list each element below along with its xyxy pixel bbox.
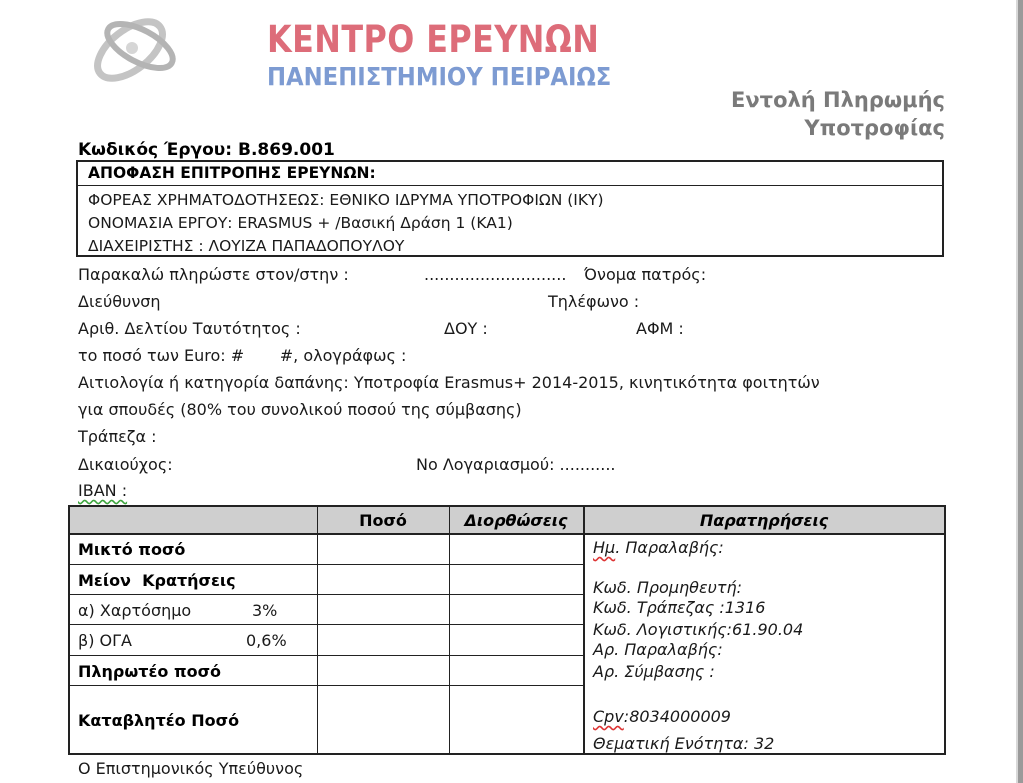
bank-label: Τράπεζα : bbox=[78, 427, 157, 446]
row-oga-rate: 0,6% bbox=[246, 631, 287, 650]
row-stamp-duty: α) Χαρτόσημο bbox=[78, 601, 192, 620]
row-deposited-amount: Καταβλητέο Ποσό bbox=[78, 711, 240, 730]
row-payable-amount: Πληρωτέο ποσό bbox=[78, 662, 222, 681]
decision-heading: ΑΠΟΦΑΣΗ ΕΠΙΤΡΟΠΗΣ ΕΡΕΥΝΩΝ: bbox=[78, 162, 942, 186]
justification-line-1: Αιτιολογία ή κατηγορία δαπάνης: Υποτροφία Erasmus+ 2014-2015, κινητικότητα φοιτητών bbox=[78, 373, 820, 392]
project-code: Κωδικός Έργου: Β.869.001 bbox=[78, 140, 335, 160]
logo-subtitle: ΠΑΝΕΠΙΣΤΗΜΙΟΥ ΠΕΙΡΑΙΩΣ bbox=[267, 62, 612, 91]
remark-receipt-date: Ημ. Παραλαβής: bbox=[593, 538, 724, 557]
decision-box bbox=[76, 160, 944, 257]
logo-swoosh-icon bbox=[82, 4, 192, 92]
row-gross-amount: Μικτό ποσό bbox=[78, 540, 186, 559]
header-remarks: Παρατηρήσεις bbox=[699, 511, 829, 530]
id-card-label: Αριθ. Δελτίου Ταυτότητος : bbox=[78, 319, 301, 338]
document-title-line1: Εντολή Πληρωμής bbox=[731, 88, 945, 112]
scientific-manager-label: Ο Επιστημονικός Υπεύθυνος bbox=[78, 759, 304, 778]
amount-line: το ποσό των Euro: # #, ολογράφως : bbox=[78, 346, 407, 365]
phone-label: Τηλέφωνο : bbox=[548, 292, 640, 311]
remark-receipt-number: Αρ. Παραλαβής: bbox=[593, 640, 723, 659]
row-withholdings: Μείον Κρατήσεις bbox=[78, 571, 236, 590]
project-name-line: ΟΝΟΜΑΣΙΑ ΕΡΓΟΥ: ERASMUS + /Βασική Δράση 1 (KA1) bbox=[88, 214, 513, 232]
justification-line-2: για σπουδές (80% του συνολικού ποσού της σύμβασης) bbox=[78, 400, 522, 419]
header-amount: Ποσό bbox=[359, 511, 407, 530]
remark-cpv: Cpv:8034000009 bbox=[593, 707, 731, 726]
document-title bbox=[731, 86, 945, 142]
remark-thematic-unit: Θεματική Ενότητα: 32 bbox=[593, 734, 775, 753]
funder-line: ΦΟΡΕΑΣ ΧΡΗΜΑΤΟΔΟΤΗΣΕΩΣ: ΕΘΝΙΚΟ ΙΔΡΥΜΑ ΥΠΟΤΡΟΦΙΩΝ (ΙΚΥ) bbox=[88, 191, 604, 209]
row-oga: β) ΟΓΑ bbox=[78, 631, 132, 650]
remark-contract-number: Αρ. Σύμβασης : bbox=[593, 662, 715, 681]
address-label: Διεύθυνση bbox=[78, 292, 161, 311]
document-title-line2: Υποτροφίας bbox=[804, 116, 945, 140]
pay-to-label: Παρακαλώ πληρώστε στον/στην : bbox=[78, 265, 349, 284]
payment-table bbox=[68, 505, 946, 755]
iban-label: IBAN : bbox=[78, 481, 128, 500]
pay-to-dots: ............................ bbox=[424, 265, 567, 284]
beneficiary-label: Δικαιούχος: bbox=[78, 455, 173, 474]
vat-label: ΑΦΜ : bbox=[636, 319, 684, 338]
manager-line: ΔΙΑΧΕΙΡΙΣΤΗΣ : ΛΟΥΙΖΑ ΠΑΠΑΔΟΠΟΥΛΟΥ bbox=[88, 237, 405, 255]
remark-accounting-code: Κωδ. Λογιστικής:61.90.04 bbox=[593, 620, 804, 639]
window-edge bbox=[1016, 0, 1023, 783]
account-number-label: Νο Λογαριασμού: ........... bbox=[416, 455, 616, 474]
father-name-label: Όνομα πατρός: bbox=[584, 265, 707, 284]
remark-supplier-code: Κωδ. Προμηθευτή: bbox=[593, 578, 743, 597]
tax-office-label: ΔΟΥ : bbox=[444, 319, 488, 338]
header-corrections: Διορθώσεις bbox=[464, 511, 568, 530]
row-stamp-duty-rate: 3% bbox=[252, 601, 278, 620]
logo-title: ΚΕΝΤΡΟ ΕΡΕΥΝΩΝ bbox=[267, 18, 600, 61]
remark-bank-code: Κωδ. Τράπεζας :1316 bbox=[593, 598, 766, 617]
logo bbox=[82, 4, 612, 92]
